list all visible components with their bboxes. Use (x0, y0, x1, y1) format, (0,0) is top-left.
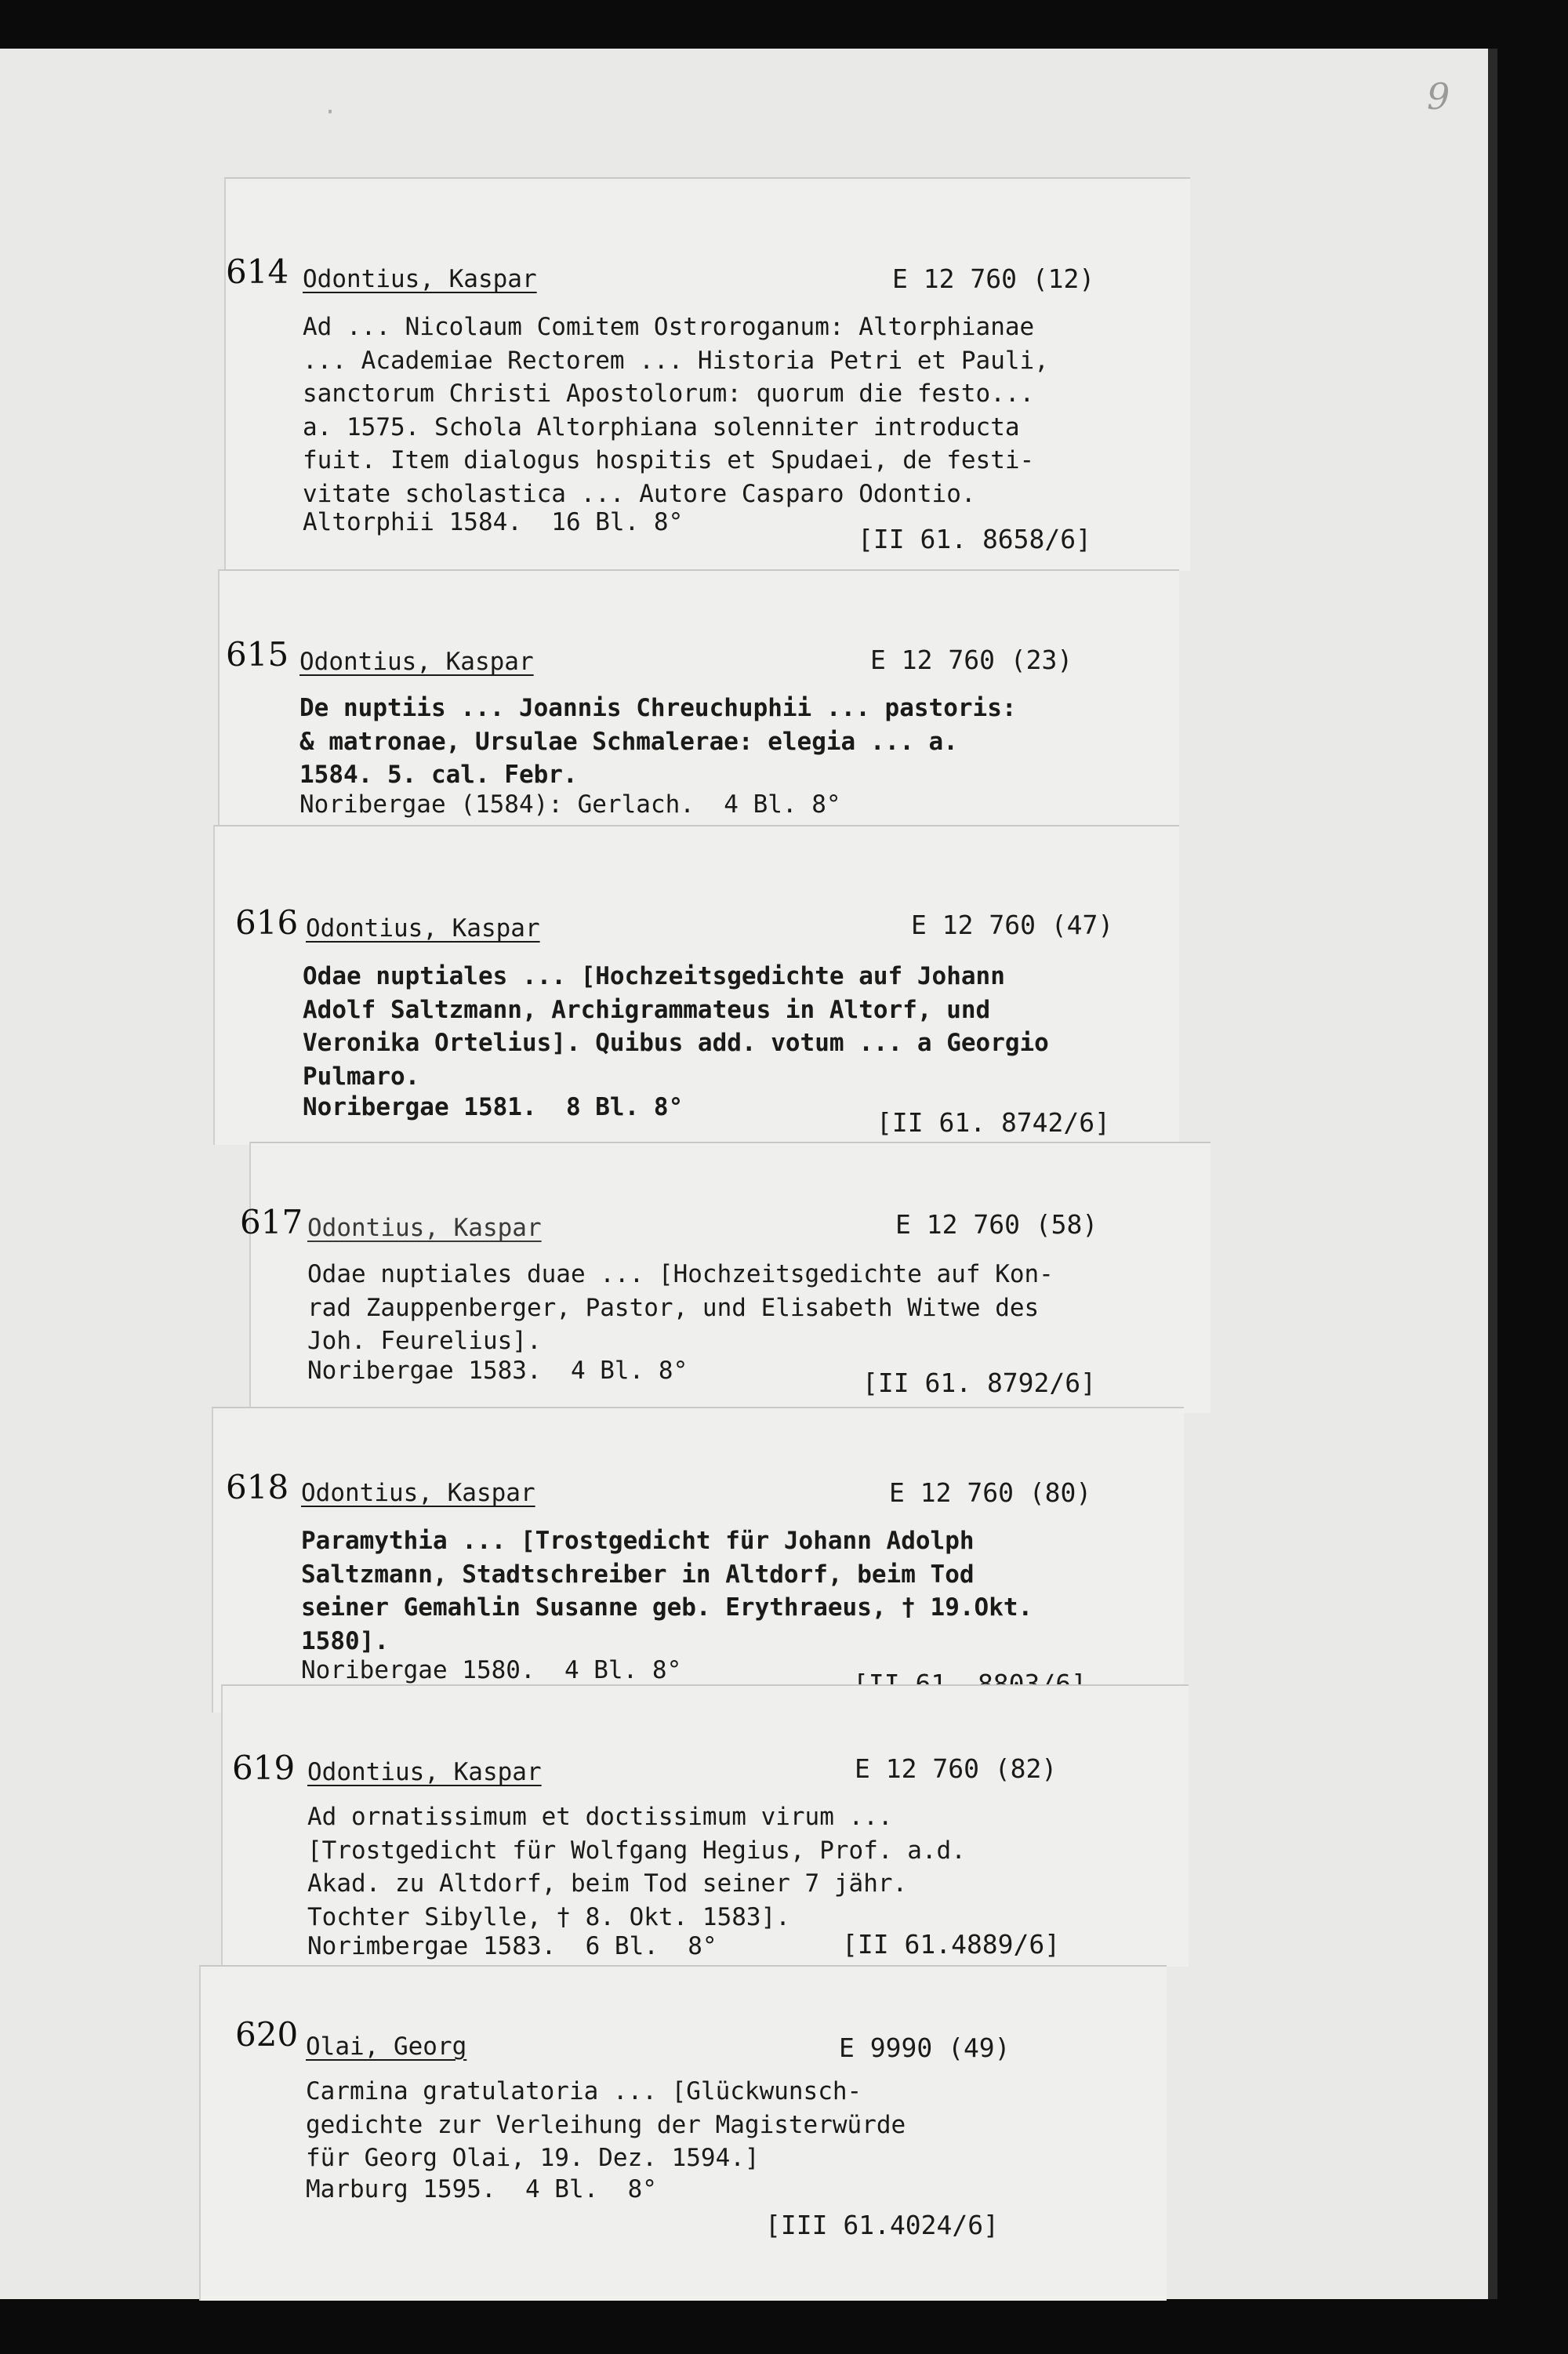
entry-reference: E 12 760 (12) (892, 263, 1095, 294)
entry-number: 614 (226, 252, 289, 291)
entry-description: Paramythia ... [Trostgedicht für Johann Adolph Saltzmann, Stadtschreiber in Altdorf, beim Tod seiner Gemahlin Susanne geb. Erythraeus, † 19.Okt. 1580]. (301, 1527, 1033, 1655)
entry-reference: E 12 760 (80) (889, 1477, 1092, 1508)
entry-number: 619 (232, 1749, 296, 1787)
entry-heading: Olai, Georg (306, 2033, 467, 2061)
entry-heading: Odontius, Kaspar (303, 265, 537, 293)
entry-description: Ad ... Nicolaum Comitem Ostroroganum: Altorphianae ... Academiae Rectorem ... Historia Petri et Pauli, sanctorum Christi Apostolorum: quorum die festo... a. 1575. Schola Altorphiana solenniter introducta fuit. Item dialogus hospitis et Spudaei, de festi- vitate scholastica ... Autore Casparo Odontio. (303, 313, 1049, 508)
entry-heading: Odontius, Kaspar (301, 1479, 535, 1507)
page-edge-shadow (1488, 49, 1497, 2299)
entry-description: Carmina gratulatoria ... [Glückwunsch- gedichte zur Verleihung der Magisterwürde für Georg Olai, 19. Dez. 1594.] (306, 2077, 906, 2172)
entry-number: 617 (240, 1203, 303, 1241)
entry-reference: E 12 760 (47) (911, 910, 1114, 940)
entry-shelfmark: [II 61. 8742/6] (877, 1107, 1111, 1138)
entry-heading: Odontius, Kaspar (307, 1214, 542, 1242)
entry-description: Odae nuptiales ... [Hochzeitsgedichte auf Johann Adolf Saltzmann, Archigrammateus in Altorf, und Veronika Ortelius]. Quibus add. votum ... a Georgio Pulmaro. (303, 962, 1049, 1091)
entry-shelfmark: [III 61.4024/6] (765, 2210, 1000, 2240)
entry-imprint: Noribergae 1583. 4 Bl. 8° (307, 1357, 688, 1385)
entry-number: 620 (235, 2015, 299, 2054)
entry-number: 618 (226, 1468, 289, 1506)
entry-imprint: Noribergae (1584): Gerlach. 4 Bl. 8° (299, 790, 841, 819)
entry-description: De nuptiis ... Joannis Chreuchuphii ... pastoris: & matronae, Ursulae Schmalerae: elegia ... a. 1584. 5. cal. Febr. (299, 694, 1017, 789)
entry-description: Ad ornatissimum et doctissimum virum ... [Trostgedicht für Wolfgang Hegius, Prof. a.d. Akad. zu Altdorf, beim Tod seiner 7 jähr. Tochter Sibylle, † 8. Okt. 1583]. (307, 1803, 966, 1931)
entry-imprint: Norimbergae 1583. 6 Bl. 8° (307, 1932, 717, 1960)
entry-heading: Odontius, Kaspar (299, 648, 534, 676)
page-speck: · (323, 99, 338, 126)
entry-shelfmark: [II 61. 8658/6] (858, 524, 1092, 554)
entry-reference: E 9990 (49) (839, 2033, 1011, 2063)
entry-reference: E 12 760 (82) (855, 1753, 1058, 1784)
entry-reference: E 12 760 (58) (895, 1209, 1098, 1240)
entry-reference: E 12 760 (23) (870, 645, 1073, 675)
entry-heading: Odontius, Kaspar (307, 1758, 542, 1786)
entry-imprint: Marburg 1595. 4 Bl. 8° (306, 2175, 657, 2203)
entry-imprint: Noribergae 1580. 4 Bl. 8° (301, 1656, 682, 1684)
entry-heading: Odontius, Kaspar (306, 914, 540, 943)
entry-number: 616 (235, 903, 299, 942)
entry-imprint: Altorphii 1584. 16 Bl. 8° (303, 508, 684, 536)
entry-shelfmark: [II 61. 8792/6] (862, 1368, 1097, 1398)
entry-shelfmark: [II 61.4889/6] (842, 1929, 1061, 1960)
entry-description: Odae nuptiales duae ... [Hochzeitsgedichte auf Kon- rad Zauppenberger, Pastor, und Elisabeth Witwe des Joh. Feurelius]. (307, 1260, 1054, 1355)
corner-page-mark: 9 (1427, 75, 1450, 118)
entry-imprint: Noribergae 1581. 8 Bl. 8° (303, 1093, 684, 1121)
entry-number: 615 (226, 635, 289, 674)
